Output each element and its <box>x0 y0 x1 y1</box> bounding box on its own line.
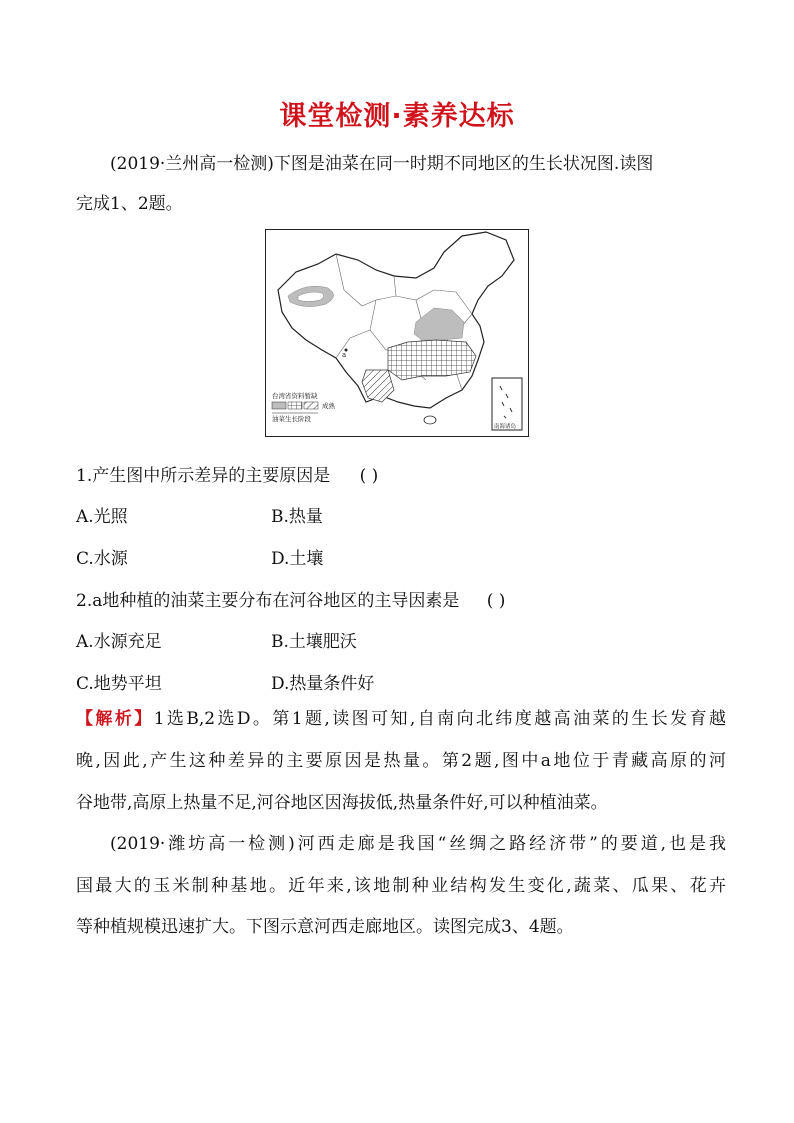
analysis-line-1 <box>76 711 726 728</box>
analysis-tag: 【解析】 <box>76 709 154 729</box>
legend-swatch-grey <box>272 402 286 409</box>
page-title: 课堂检测·素养达标 <box>279 101 515 132</box>
intro-paragraph-2-line-1: (2019·潍坊高一检测)河西走廊是我国“丝绸之路经济带”的要道,也是我 <box>110 834 726 854</box>
inset-label: 南海诸岛 <box>494 424 517 430</box>
map-graphic <box>266 230 527 435</box>
legend-swatch-grid <box>288 402 302 409</box>
legend-swatch-hatch <box>304 402 318 409</box>
analysis-line-3: 谷地带,高原上热量不足,河谷地区因海拔低,热量条件好,可以种植油菜。 <box>76 793 608 813</box>
china-rapeseed-map <box>265 229 529 437</box>
q2-answer-paren: ( ) <box>486 591 506 611</box>
q1-option-b: B.热量 <box>271 507 323 527</box>
q1-option-a: A.光照 <box>76 507 128 527</box>
q1-option-c: C.水源 <box>76 549 128 569</box>
china-outline <box>278 232 514 408</box>
q1-stem-text: 1.产生图中所示差异的主要原因是 <box>76 466 331 486</box>
legend-note: 台湾省资料暂缺 <box>272 392 318 400</box>
q2-option-a: A.水源充足 <box>76 632 162 652</box>
q2-stem-text: 2.a地种植的油菜主要分布在河谷地区的主导因素是 <box>76 591 460 611</box>
south-china-sea-inset <box>492 378 522 430</box>
intro-paragraph-1-line-2: 完成1、2题。 <box>76 194 183 214</box>
intro-paragraph-1-line-1: (2019·兰州高一检测)下图是油菜在同一时期不同地区的生长状况图.读图 <box>110 154 654 174</box>
legend-stage: 油菜生长阶段 <box>272 415 311 423</box>
analysis-line-2: 晚,因此,产生这种差异的主要原因是热量。第2题,图中a地位于青藏高原的河 <box>76 751 726 771</box>
point-a-label: a <box>342 351 347 359</box>
q1-option-d: D.土壤 <box>271 549 324 569</box>
q2-stem <box>76 586 505 611</box>
intro-paragraph-2-line-3: 等种植规模迅速扩大。下图示意河西走廊地区。读图完成3、4题。 <box>76 917 574 937</box>
q1-stem <box>76 461 378 486</box>
q2-option-b: B.土壤肥沃 <box>271 632 357 652</box>
q1-answer-paren: ( ) <box>359 466 379 486</box>
analysis-line-1-text: 1选B,2选D。第1题,读图可知,自南向北纬度越高油菜的生长发育越 <box>153 709 727 729</box>
q2-option-c: C.地势平坦 <box>76 674 162 694</box>
hainan-island <box>424 416 436 424</box>
intro-paragraph-2-line-2: 国最大的玉米制种基地。近年来,该地制种业结构发生变化,蔬菜、瓜果、花卉 <box>76 876 726 896</box>
q2-option-d: D.热量条件好 <box>271 674 375 694</box>
legend-mature: 成熟 <box>322 402 335 410</box>
